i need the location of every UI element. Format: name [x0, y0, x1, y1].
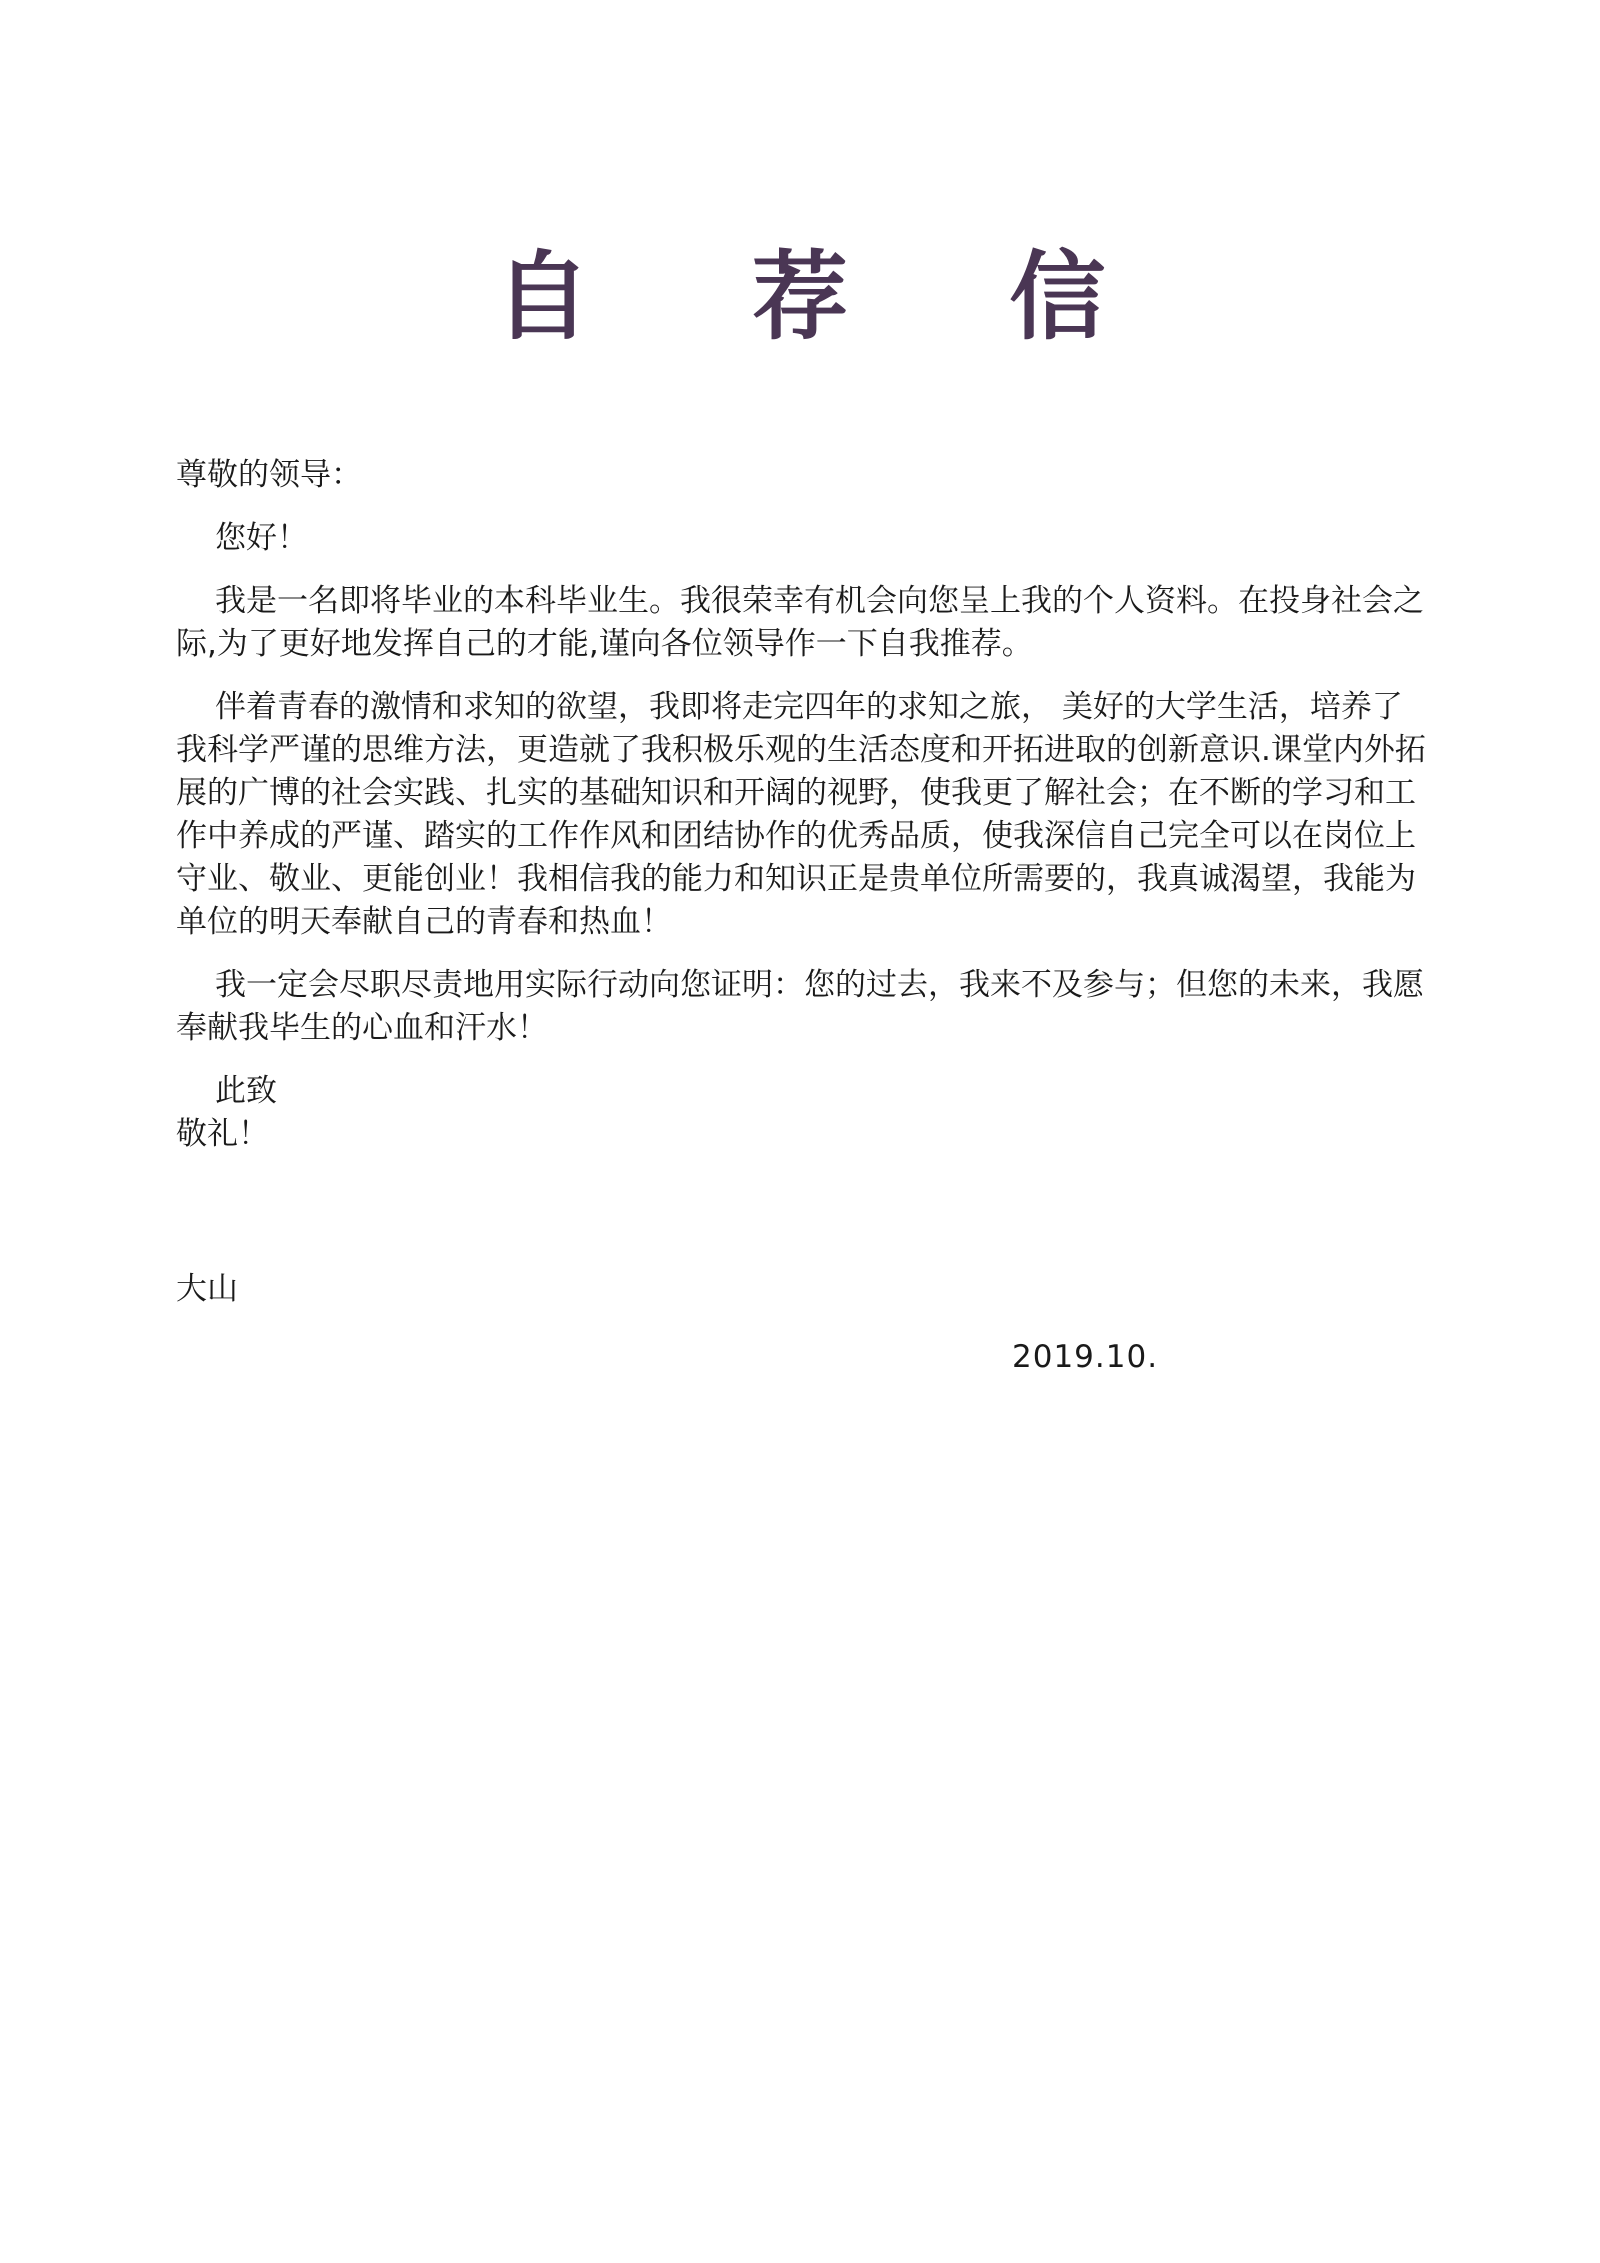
greeting: 您好！ — [215, 520, 308, 556]
letter-body — [176, 454, 1428, 1156]
paragraph-intro: 我是一名即将毕业的本科毕业生。我很荣幸有机会向您呈上我的个人资料。在投身社会之际,为了更好地发挥自己的才能,谨向各位领导作一下自我推荐。 — [176, 583, 1424, 662]
paragraph-commitment: 我一定会尽职尽责地用实际行动向您证明：您的过去，我来不及参与；但您的未来，我愿奉献我毕生的心血和汗水！ — [176, 967, 1424, 1046]
letter-date: 2019.10. — [1012, 1339, 1159, 1375]
salutation: 尊敬的领导： — [176, 457, 362, 493]
closing-line-2: 敬礼！ — [176, 1116, 269, 1152]
signer-name: 大山 — [176, 1271, 238, 1307]
closing-line-1: 此致 — [215, 1073, 277, 1109]
letter-title: 自 荐 信 — [494, 240, 1170, 353]
paragraph-main: 伴着青春的激情和求知的欲望，我即将走完四年的求知之旅， 美好的大学生活，培养了我科学严谨的思维方法，更造就了我积极乐观的生活态度和开拓进取的创新意识.课堂内外拓展的广博的社会实践、扎实的基础知识和开阔的视野，使我更了解社会；在不断的学习和工作中养成的严谨、踏实的工作作风和团结协作的优秀品质，使我深信自己完全可以在岗位上守业、敬业、更能创业！我相信我的能力和知识正是贵单位所需要的，我真诚渴望，我能为单位的明天奉献自己的青春和热血！ — [176, 689, 1426, 940]
